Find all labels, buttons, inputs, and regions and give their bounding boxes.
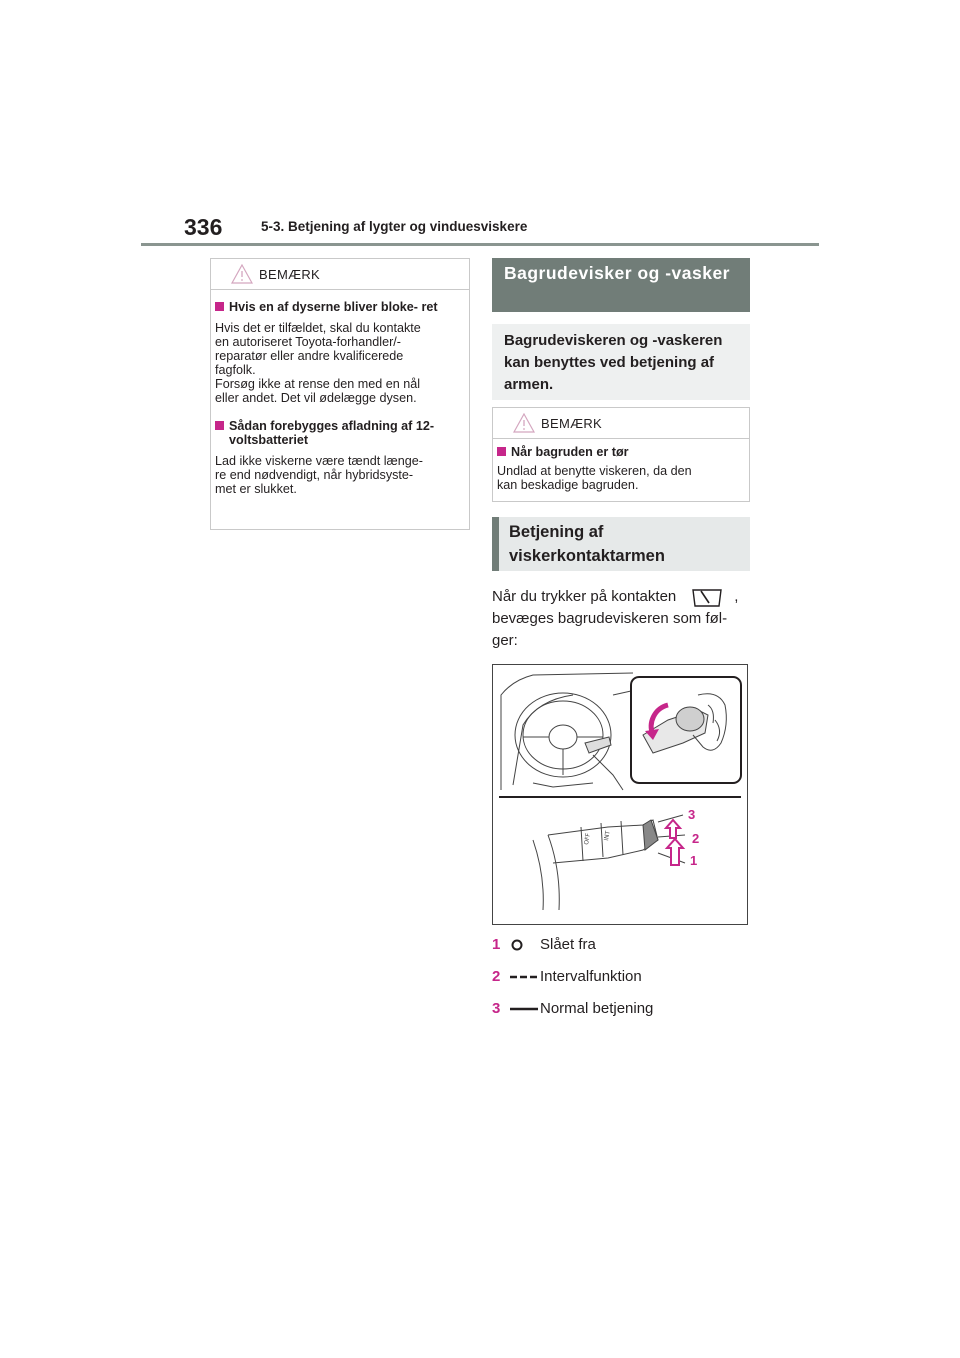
legend-item-interval: 2 Intervalfunktion [492, 968, 642, 985]
notice-paragraph: Undlad at benytte viskeren, da den kan beskadige bagruden. [497, 464, 692, 492]
bullet-square-icon [497, 447, 506, 456]
notice-paragraph: Lad ikke viskerne være tændt længe- re end nødvendigt, når hybridsyste- met er slukket. [215, 454, 423, 496]
dashed-line-icon [510, 974, 538, 980]
notice-subheading: Hvis en af dyserne bliver bloke- ret [215, 300, 463, 314]
notice-subheading: Når bagruden er tør [497, 445, 743, 459]
notice-subheading: Sådan forebygges afladning af 12-voltsbatteriet [215, 419, 463, 447]
notice-box-right [492, 407, 750, 502]
chapter-title: 5-3. Betjening af lygter og vinduesviskere [261, 219, 528, 234]
notice-label: BEMÆRK [541, 416, 603, 431]
notice-header [493, 408, 749, 439]
notice-paragraph: Hvis det er tilfældet, skal du kontakte en autoriseret Toyota-forhandler/- reparatør eller andre kvalificerede fagfolk. Forsøg ikke at rense den med en nål eller andet. Det vil ødelægge dysen. [215, 321, 421, 405]
svg-text:OFF: OFF [583, 832, 592, 846]
lever-diagram [493, 665, 747, 924]
section-heading-rear-wiper: Bagrudevisker og -vasker [492, 258, 750, 312]
off-circle-icon [510, 938, 524, 952]
solid-line-icon [510, 1006, 538, 1012]
legend-item-normal: 3 Normal betjening [492, 1000, 654, 1017]
notice-box-left [210, 258, 470, 530]
bullet-square-icon [215, 302, 224, 311]
warning-triangle-icon [231, 264, 253, 284]
section-heading-wiper-lever: Betjening af viskerkontaktarmen [492, 517, 750, 571]
page-number: 336 [184, 214, 223, 240]
rear-wiper-switch-icon [690, 586, 724, 608]
legend-item-off: 1 Slået fra [492, 936, 596, 953]
figure-label-2: 2 [692, 831, 700, 846]
figure-label-3: 3 [688, 807, 696, 822]
notice-label: BEMÆRK [259, 267, 321, 282]
bullet-square-icon [215, 421, 224, 430]
notice-header [211, 259, 469, 290]
figure-label-1: 1 [690, 853, 698, 868]
header-divider [141, 243, 819, 246]
wiper-lever-illustration [492, 664, 748, 925]
body-paragraph: Når du trykker på kontakten , bevæges bagrudeviskeren som føl- ger: [492, 588, 739, 649]
section-intro: Bagrudeviskeren og -vaskeren kan benyttes ved betjening af armen. [492, 324, 750, 400]
warning-triangle-icon [513, 413, 535, 433]
svg-text:INT: INT [603, 830, 612, 842]
